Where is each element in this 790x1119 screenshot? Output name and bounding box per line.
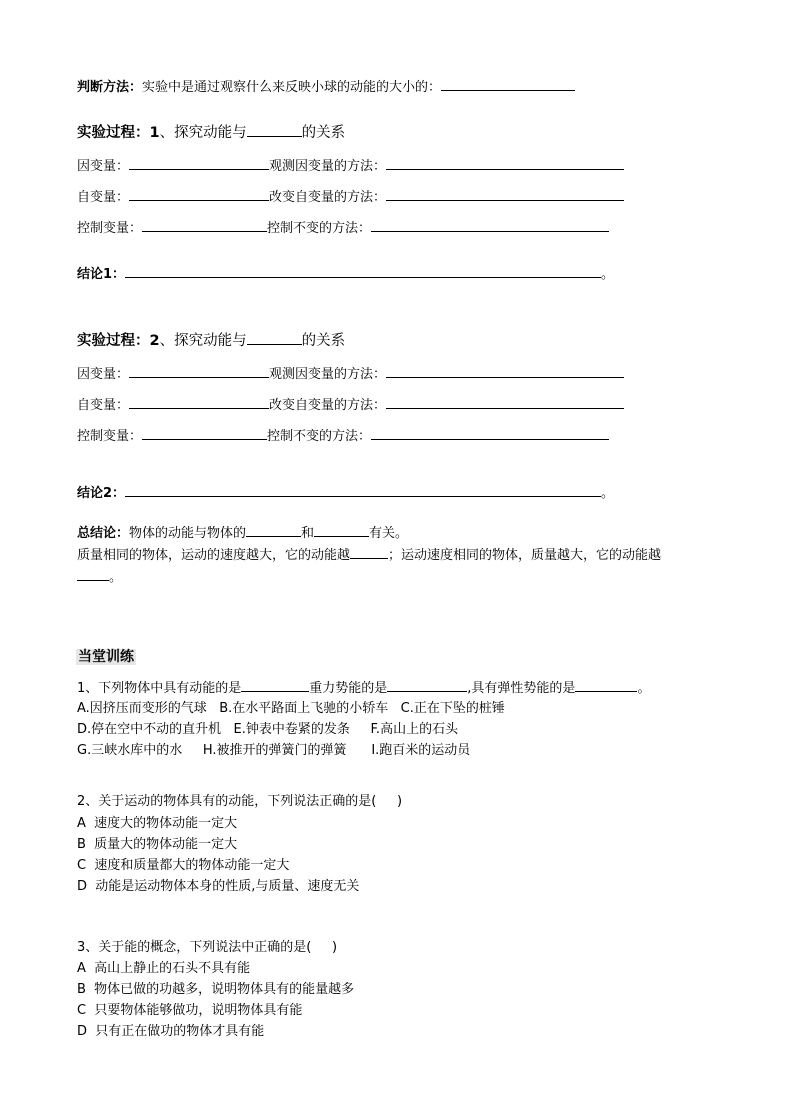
exp2-ctrl-method-blank[interactable] bbox=[371, 427, 609, 440]
exp2-title bbox=[77, 332, 345, 350]
q3-option-c: C 只要物体能够做功，说明物体具有能 bbox=[77, 1003, 303, 1018]
exp2-indep-method-label: 改变自变量的方法： bbox=[269, 398, 387, 413]
exp2-dep-method-label: 观测因变量的方法： bbox=[269, 367, 387, 382]
exp1-independent-row bbox=[77, 188, 624, 207]
q1-options-row-3: G.三峡水库中的水 H.被推开的弹簧门的弹簧 I.跑百米的运动员 bbox=[77, 743, 471, 758]
exp1-ctrl-label: 控制变量： bbox=[77, 221, 143, 236]
q1-blank-1[interactable] bbox=[241, 679, 309, 692]
summary-label: 总结论： bbox=[77, 526, 130, 541]
exp1-dep-method-blank[interactable] bbox=[386, 157, 624, 170]
practice-title-wrap bbox=[76, 648, 136, 667]
exp1-title-bold: 实验过程：1 bbox=[77, 125, 160, 141]
q1-text-d: 。 bbox=[637, 681, 651, 696]
q1-text-c: ,具有弹性势能的是 bbox=[467, 681, 576, 696]
summary-blank-1[interactable] bbox=[246, 524, 301, 537]
q2-option-c: C 速度和质量都大的物体动能一定大 bbox=[77, 858, 290, 873]
exp2-control-row bbox=[77, 427, 609, 446]
exp1-indep-method-blank[interactable] bbox=[386, 188, 624, 201]
summary-blank-4[interactable] bbox=[77, 568, 109, 581]
q1-options-row-1: A.因挤压而变形的气球 B.在水平路面上飞驰的小轿车 C.正在下坠的桩锤 bbox=[77, 701, 505, 716]
q1-stem bbox=[77, 679, 650, 698]
summary-row-1 bbox=[77, 524, 408, 543]
summary-text-6: 。 bbox=[109, 570, 123, 585]
exp2-topic-blank[interactable] bbox=[247, 332, 302, 345]
exp2-independent-row bbox=[77, 396, 624, 415]
exp2-ctrl-method-label: 控制不变的方法： bbox=[267, 429, 372, 444]
exp2-conclusion-row bbox=[77, 484, 614, 503]
summary-text-5: ；运动速度相同的物体，质量越大，它的动能越 bbox=[388, 548, 662, 563]
q1-options-row-2: D.停在空中不动的直升机 E.钟表中卷紧的发条 F.高山上的石头 bbox=[77, 722, 459, 737]
exp1-topic-blank[interactable] bbox=[247, 124, 302, 137]
summary-text-2: 和 bbox=[301, 526, 315, 541]
exp1-title-rest: 、探究动能与 bbox=[159, 125, 247, 141]
exp1-indep-method-label: 改变自变量的方法： bbox=[269, 190, 387, 205]
q2-stem: 2、关于运动的物体具有的动能，下列说法正确的是( ) bbox=[77, 794, 403, 809]
q2-option-a: A 速度大的物体动能一定大 bbox=[77, 816, 238, 831]
exp1-conclusion-label: 结论1： bbox=[77, 267, 126, 282]
exp1-indep-label: 自变量： bbox=[77, 190, 130, 205]
q2-option-d: D 动能是运动物体本身的性质,与质量、速度无关 bbox=[77, 879, 360, 894]
exp2-dependent-row bbox=[77, 365, 624, 384]
exp2-indep-blank[interactable] bbox=[129, 396, 269, 409]
exp1-control-row bbox=[77, 219, 609, 238]
summary-text-3: 有关。 bbox=[369, 526, 409, 541]
summary-row-3 bbox=[77, 568, 122, 587]
exp1-ctrl-method-blank[interactable] bbox=[371, 219, 609, 232]
exp1-ctrl-method-label: 控制不变的方法： bbox=[267, 221, 372, 236]
exp1-indep-blank[interactable] bbox=[129, 188, 269, 201]
q1-blank-3[interactable] bbox=[575, 679, 637, 692]
practice-title: 当堂训练 bbox=[78, 649, 134, 665]
summary-row-2 bbox=[77, 546, 661, 565]
q3-option-a: A 高山上静止的石头不具有能 bbox=[77, 961, 251, 976]
exp2-title-bold: 实验过程：2 bbox=[77, 333, 160, 349]
summary-blank-2[interactable] bbox=[314, 524, 369, 537]
judge-method-text: 实验中是通过观察什么来反映小球的动能的大小的： bbox=[142, 80, 442, 95]
exp1-period: 。 bbox=[601, 267, 615, 282]
q3-stem: 3、关于能的概念，下列说法中正确的是( ) bbox=[77, 940, 338, 955]
exp1-dependent-row bbox=[77, 157, 624, 176]
q1-blank-2[interactable] bbox=[387, 679, 467, 692]
summary-blank-3[interactable] bbox=[350, 546, 388, 559]
exp2-title-rest: 、探究动能与 bbox=[159, 333, 247, 349]
exp2-period: 。 bbox=[601, 486, 615, 501]
q3-option-b: B 物体已做的功越多，说明物体具有的能量越多 bbox=[77, 982, 355, 997]
q1-text-a: 1、下列物体中具有动能的是 bbox=[77, 681, 242, 696]
exp2-dep-blank[interactable] bbox=[129, 365, 269, 378]
exp1-title-end: 的关系 bbox=[301, 125, 346, 141]
q2-option-b: B 质量大的物体动能一定大 bbox=[77, 837, 238, 852]
summary-text-1: 物体的动能与物体的 bbox=[129, 526, 247, 541]
exp1-dep-blank[interactable] bbox=[129, 157, 269, 170]
exp2-indep-method-blank[interactable] bbox=[386, 396, 624, 409]
exp2-ctrl-label: 控制变量： bbox=[77, 429, 143, 444]
exp2-conclusion-blank[interactable] bbox=[125, 484, 601, 497]
judge-method-label: 判断方法： bbox=[77, 80, 143, 95]
q3-option-d: D 只有正在做功的物体才具有能 bbox=[77, 1024, 265, 1039]
exp2-ctrl-blank[interactable] bbox=[142, 427, 267, 440]
judge-method-line bbox=[77, 78, 575, 97]
exp1-dep-label: 因变量： bbox=[77, 159, 130, 174]
exp2-conclusion-label: 结论2： bbox=[77, 486, 126, 501]
judge-answer-blank[interactable] bbox=[441, 78, 575, 91]
exp2-dep-label: 因变量： bbox=[77, 367, 130, 382]
exp2-indep-label: 自变量： bbox=[77, 398, 130, 413]
summary-text-4: 质量相同的物体，运动的速度越大，它的动能越 bbox=[77, 548, 351, 563]
exp2-dep-method-blank[interactable] bbox=[386, 365, 624, 378]
exp1-title bbox=[77, 124, 345, 142]
exp1-ctrl-blank[interactable] bbox=[142, 219, 267, 232]
exp2-title-end: 的关系 bbox=[301, 333, 346, 349]
exp1-dep-method-label: 观测因变量的方法： bbox=[269, 159, 387, 174]
q1-text-b: 重力势能的是 bbox=[309, 681, 388, 696]
exp1-conclusion-row bbox=[77, 265, 614, 284]
exp1-conclusion-blank[interactable] bbox=[125, 265, 601, 278]
